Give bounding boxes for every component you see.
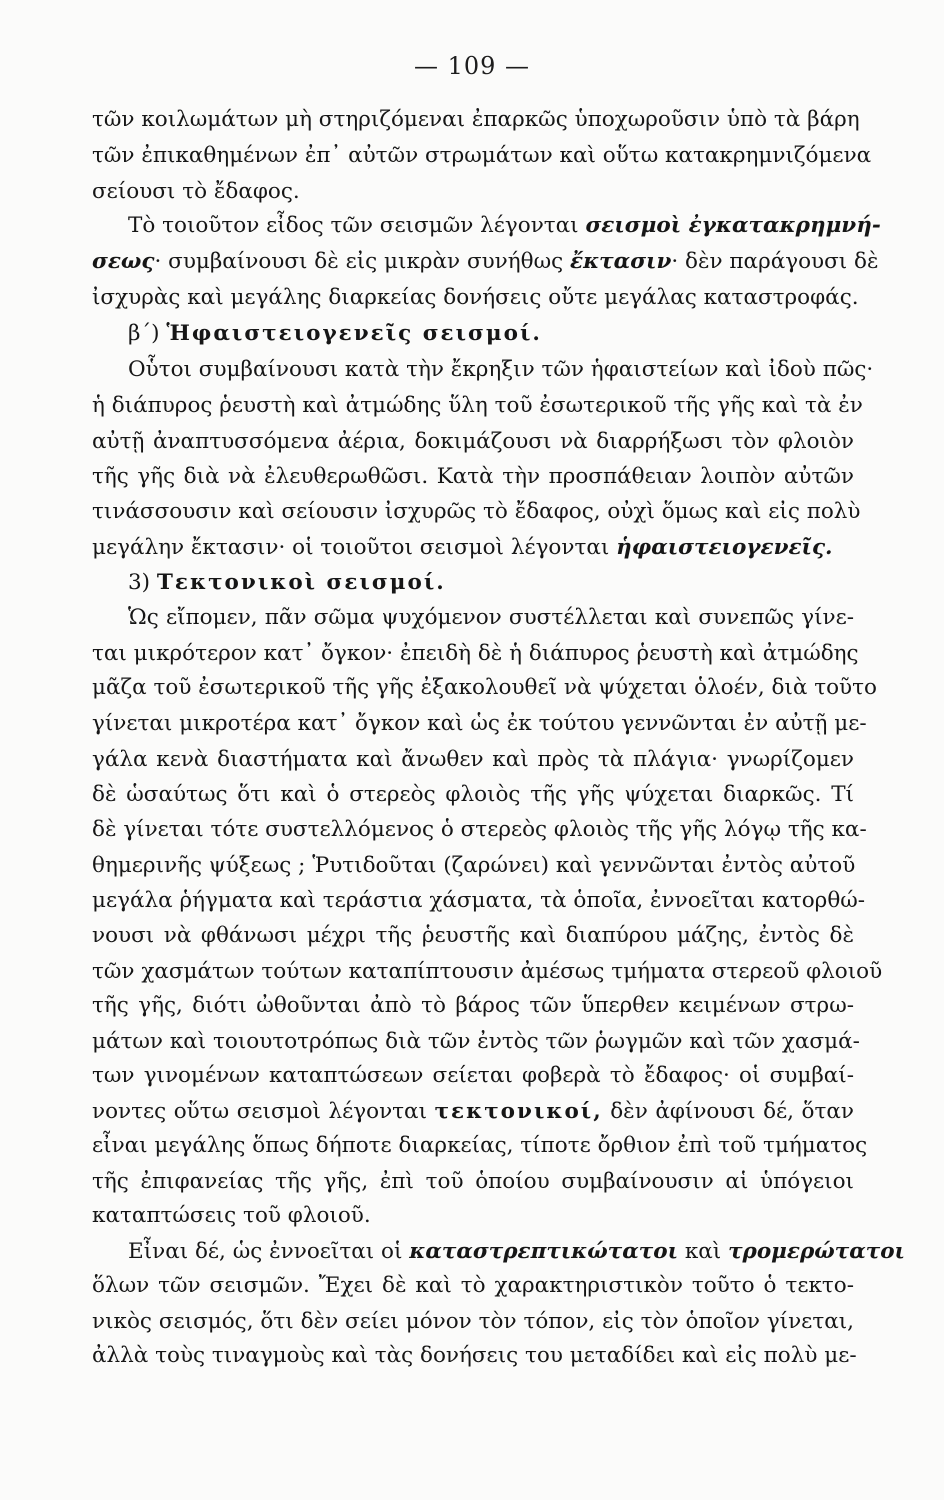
emphasized-term: ἡφαιστειογενεῖς. bbox=[616, 535, 833, 560]
text-line bbox=[128, 1234, 905, 1270]
text-line bbox=[92, 459, 854, 495]
text-segment: μάτων καὶ τοιουτοτρόπως διὰ τῶν ἐντὸς τῶν ῥωγμῶν καὶ τῶν χασμά- bbox=[92, 1029, 860, 1054]
text-segment: σείουσι τὸ ἔδαφος. bbox=[92, 179, 300, 204]
emphasized-term: καταστρεπτικώτατοι bbox=[409, 1239, 678, 1264]
text-line bbox=[92, 1094, 854, 1130]
text-segment: τῶν κοιλωμάτων μὴ στηριζόμεναι ἐπαρκῶς ὑποχωροῦσιν ὑπὸ τὰ βάρη bbox=[92, 107, 860, 132]
text-line bbox=[92, 636, 859, 672]
emphasized-term: ἔκτασιν bbox=[570, 249, 672, 274]
text-segment: β΄) bbox=[128, 321, 167, 346]
text-segment: τῆς γῆς, διότι ὠθοῦνται ἀπὸ τὸ βάρος τῶν ὕπερθεν κειμένων στρω- bbox=[92, 993, 854, 1018]
text-line bbox=[92, 280, 859, 316]
text-line bbox=[128, 600, 854, 636]
text-segment: δὲν ἀφίνουσι δέ, ὅταν bbox=[602, 1099, 854, 1124]
text-line bbox=[92, 1338, 857, 1374]
text-line bbox=[92, 988, 854, 1024]
text-segment: · συμβαίνουσι δὲ εἰς μικρὰν συνήθως bbox=[154, 249, 570, 274]
text-line bbox=[92, 918, 854, 954]
text-segment: καταπτώσεις τοῦ φλοιοῦ. bbox=[92, 1203, 371, 1228]
text-segment: ται μικρότερον κατ᾽ ὄγκον· ἐπειδὴ δὲ ἡ διάπυρος ῥευστὴ καὶ ἀτμώδης bbox=[92, 641, 859, 666]
text-line bbox=[92, 1164, 854, 1200]
text-line bbox=[92, 424, 854, 460]
text-segment: των γινομένων καταπτώσεων σείεται φοβερὰ τὸ ἔδαφος· οἱ συμβαί- bbox=[92, 1063, 854, 1088]
text-line bbox=[92, 494, 861, 530]
text-line bbox=[92, 1024, 860, 1060]
text-line bbox=[92, 777, 854, 813]
text-line bbox=[92, 848, 854, 884]
text-line bbox=[128, 208, 881, 244]
text-line bbox=[92, 1058, 854, 1094]
text-segment: ὅλων τῶν σεισμῶν. Ἔχει δὲ καὶ τὸ χαρακτηριστικὸν τοῦτο ὁ τεκτο- bbox=[92, 1273, 854, 1298]
text-segment: εἶναι μεγάλης ὅπως δήποτε διαρκείας, τίποτε ὄρθιον ἐπὶ τοῦ τμήματος bbox=[92, 1133, 868, 1158]
text-segment: ἡ διάπυρος ῥευστὴ καὶ ἀτμώδης ὕλη τοῦ ἐσωτερικοῦ τῆς γῆς καὶ τὰ ἐν bbox=[92, 393, 863, 418]
text-segment: ἀλλὰ τοὺς τιναγμοὺς καὶ τὰς δονήσεις του μεταδίδει καὶ εἰς πολὺ με- bbox=[92, 1343, 857, 1368]
text-segment: γάλα κενὰ διαστήματα καὶ ἄνωθεν καὶ πρὸς τὰ πλάγια· γνωρίζομεν bbox=[92, 747, 854, 772]
text-line bbox=[92, 812, 867, 848]
text-segment: τῆς ἐπιφανείας τῆς γῆς, ἐπὶ τοῦ ὁποίου συμβαίνουσιν αἱ ὑπόγειοι bbox=[92, 1169, 854, 1194]
text-line bbox=[92, 742, 854, 778]
spaced-heading-text: Τεκτονικοὶ σεισμοί. bbox=[156, 570, 446, 595]
text-segment: τινάσσουσιν καὶ σείουσιν ἰσχυρῶς τὸ ἔδαφος, οὐχὶ ὅμως καὶ εἰς πολὺ bbox=[92, 499, 861, 524]
text-segment: τῶν χασμάτων τούτων καταπίπτουσιν ἀμέσως τμήματα στερεοῦ φλοιοῦ bbox=[92, 959, 883, 984]
text-line bbox=[92, 174, 854, 210]
text-line bbox=[92, 388, 863, 424]
text-segment: τῆς γῆς διὰ νὰ ἐλευθερωθῶσι. Κατὰ τὴν προσπάθειαν λοιπὸν αὐτῶν bbox=[92, 464, 854, 489]
text-segment: νικὸς σεισμός, ὅτι δὲν σείει μόνον τὸν τόπον, εἰς τὸν ὁποῖον γίνεται, bbox=[92, 1309, 854, 1334]
text-segment: καὶ bbox=[678, 1239, 729, 1264]
spaced-heading-text: Ἡφαιστειογενεῖς σεισμοί. bbox=[166, 321, 542, 346]
text-line bbox=[92, 1198, 854, 1234]
spaced-heading-text: τεκτονικοί, bbox=[434, 1099, 603, 1124]
emphasized-term: σεισμοὶ ἐγκατακρημνή- bbox=[585, 213, 881, 238]
text-segment: 3) bbox=[128, 570, 157, 595]
text-line bbox=[92, 530, 854, 566]
text-segment: Οὗτοι συμβαίνουσι κατὰ τὴν ἔκρηξιν τῶν ἡφαιστείων καὶ ἰδοὺ πῶς· bbox=[128, 357, 874, 382]
text-segment: μεγάλην ἔκτασιν· οἱ τοιοῦτοι σεισμοὶ λέγονται bbox=[92, 535, 617, 560]
text-segment: αὐτῇ ἀναπτυσσόμενα ἀέρια, δοκιμάζουσι νὰ διαρρήξωσι τὸν φλοιὸν bbox=[92, 429, 854, 454]
text-segment: γίνεται μικροτέρα κατ᾽ ὄγκον καὶ ὡς ἐκ τούτου γεννῶνται ἐν αὐτῇ με- bbox=[92, 711, 867, 736]
text-line bbox=[92, 244, 879, 280]
text-segment: δὲ γίνεται τότε συστελλόμενος ὁ στερεὸς φλοιὸς τῆς γῆς λόγῳ τῆς κα- bbox=[92, 817, 867, 842]
text-segment: μεγάλα ῥήγματα καὶ τεράστια χάσματα, τὰ ὁποῖα, ἐννοεῖται κατορθώ- bbox=[92, 888, 866, 913]
text-line bbox=[92, 706, 867, 742]
text-line bbox=[128, 352, 874, 388]
text-line bbox=[92, 1304, 854, 1340]
text-segment: θημερινῆς ψύξεως ; Ῥυτιδοῦται (ζαρώνει) καὶ γεννῶνται ἐντὸς αὐτοῦ bbox=[92, 853, 856, 878]
text-segment: νουσι νὰ φθάνωσι μέχρι τῆς ῥευστῆς καὶ διαπύρου μάζης, ἐντὸς δὲ bbox=[92, 923, 854, 948]
text-segment: μᾶζα τοῦ ἐσωτερικοῦ τῆς γῆς ἐξακολουθεῖ νὰ ψύχεται ὁλοέν, διὰ τοῦτο bbox=[92, 675, 877, 700]
text-segment: · δὲν παράγουσι δὲ bbox=[671, 249, 879, 274]
text-line bbox=[92, 670, 877, 706]
text-line bbox=[92, 138, 872, 174]
emphasized-term: σεως bbox=[92, 249, 155, 274]
text-line bbox=[92, 954, 883, 990]
text-segment: δὲ ὡσαύτως ὅτι καὶ ὁ στερεὸς φλοιὸς τῆς γῆς ψύχεται διαρκῶς. Τί bbox=[92, 782, 854, 807]
text-segment: Τὸ τοιοῦτον εἶδος τῶν σεισμῶν λέγονται bbox=[128, 213, 586, 238]
section-heading bbox=[128, 316, 854, 352]
text-line bbox=[92, 1128, 868, 1164]
page-number: — 109 — bbox=[413, 52, 531, 80]
text-segment: Ὡς εἴπομεν, πᾶν σῶμα ψυχόμενον συστέλλεται καὶ συνεπῶς γίνε- bbox=[128, 605, 854, 630]
text-segment: νοντες οὕτω σεισμοὶ λέγονται bbox=[92, 1099, 435, 1124]
text-segment: τῶν ἐπικαθημένων ἐπ᾽ αὐτῶν στρωμάτων καὶ οὕτω κατακρημνιζόμενα bbox=[92, 143, 872, 168]
section-heading bbox=[128, 565, 854, 601]
text-line bbox=[92, 102, 860, 138]
text-segment: Εἶναι δέ, ὡς ἐννοεῖται οἱ bbox=[128, 1239, 410, 1264]
emphasized-term: τρομερώτατοι bbox=[728, 1239, 905, 1264]
text-line bbox=[92, 883, 866, 919]
text-line bbox=[92, 1268, 854, 1304]
text-segment: ἰσχυρὰς καὶ μεγάλης διαρκείας δονήσεις οὔτε μεγάλας καταστροφάς. bbox=[92, 285, 859, 310]
